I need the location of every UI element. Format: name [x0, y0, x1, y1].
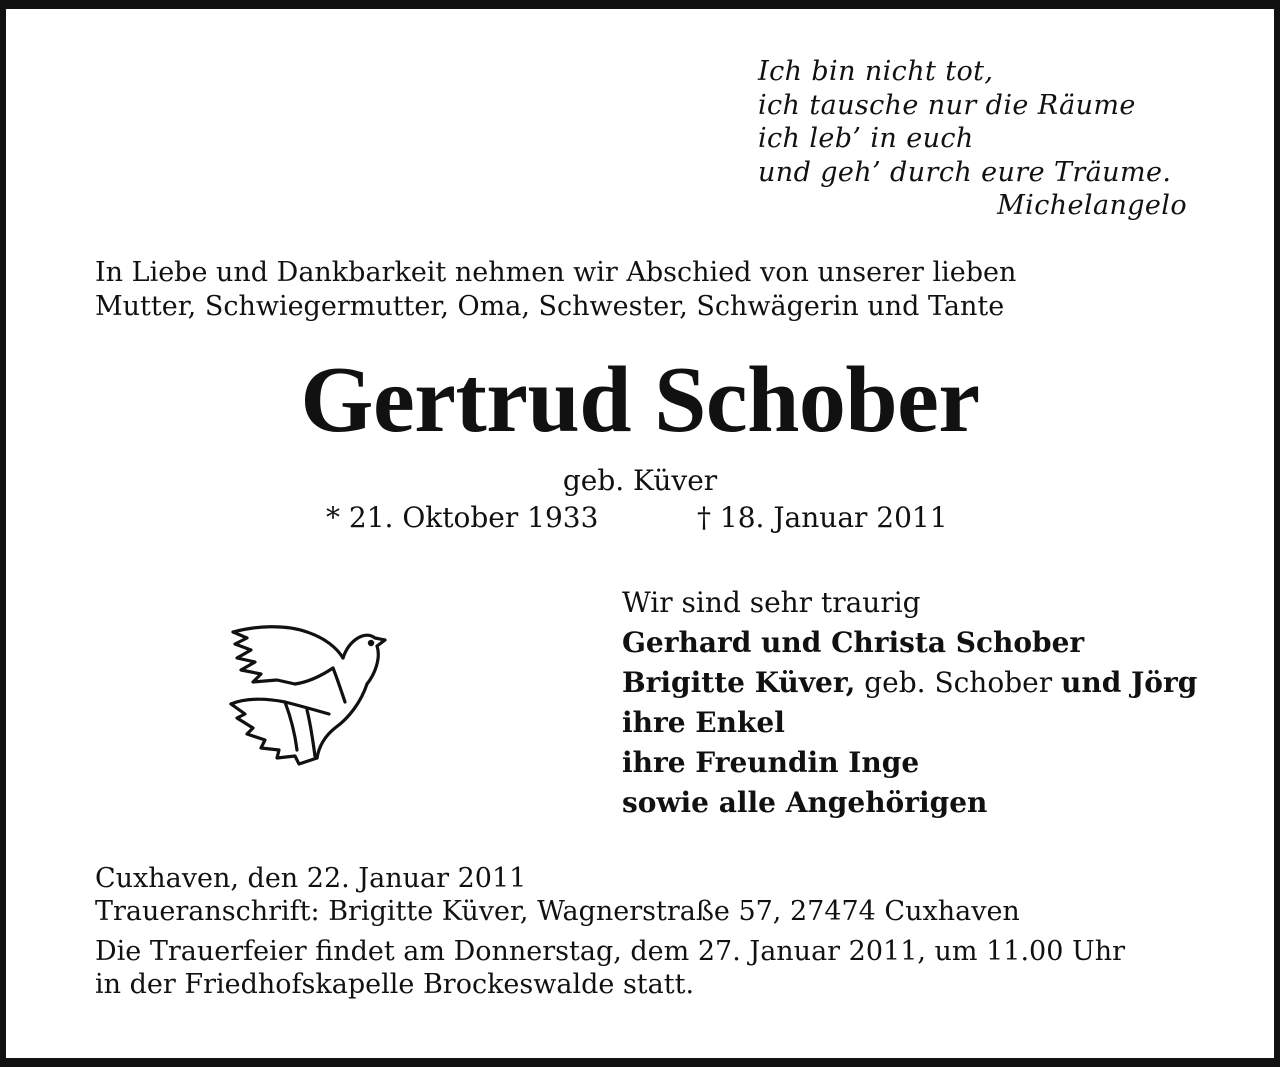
mourner-line-3: ihre Enkel	[622, 706, 785, 739]
mourner-line-2-name: Brigitte Küver,	[622, 666, 856, 699]
mourning-address: Traueranschrift: Brigitte Küver, Wagnerstraße 57, 27474 Cuxhaven	[95, 896, 1020, 927]
ceremony-line-1: Die Trauerfeier findet am Donnerstag, dem 27. Januar 2011, um 11.00 Uhr	[95, 936, 1126, 967]
quote-block	[758, 55, 1187, 223]
ceremony-line-2: in der Friedhofskapelle Brockeswalde statt.	[95, 969, 695, 1000]
mourners-block	[622, 583, 1197, 823]
birth-name: geb. Küver	[562, 464, 718, 497]
intro-line-1: In Liebe und Dankbarkeit nehmen wir Abschied von unserer lieben	[95, 257, 1017, 288]
death-date: † 18. Januar 2011	[697, 501, 948, 534]
mourner-line-2-partner: und Jörg	[1060, 666, 1198, 699]
mourner-line-2-birthname: geb. Schober	[855, 666, 1061, 699]
deceased-name: Gertrud Schober	[300, 348, 980, 452]
birth-date: * 21. Oktober 1933	[326, 501, 599, 534]
quote-line-1: Ich bin nicht tot,	[758, 56, 994, 87]
mourners-heading: Wir sind sehr traurig	[622, 586, 921, 619]
mourner-line-2	[622, 663, 1197, 703]
quote-line-3: ich leb’ in euch	[758, 123, 974, 154]
mourner-line-4: ihre Freundin Inge	[622, 746, 920, 779]
intro-text	[95, 256, 1016, 324]
mourner-line-5: sowie alle Angehörigen	[622, 786, 988, 819]
place-date: Cuxhaven, den 22. Januar 2011	[95, 863, 527, 894]
quote-line-4: und geh’ durch eure Träume.	[758, 156, 1172, 188]
footer-block	[95, 862, 1125, 1001]
intro-line-2: Mutter, Schwiegermutter, Oma, Schwester, Schwägerin und Tante	[95, 291, 1005, 322]
mourner-line-1: Gerhard und Christa Schober	[622, 626, 1085, 659]
quote-author: Michelangelo	[997, 190, 1187, 221]
dove-icon	[225, 618, 390, 770]
quote-line-2: ich tausche nur die Räume	[758, 89, 1136, 121]
